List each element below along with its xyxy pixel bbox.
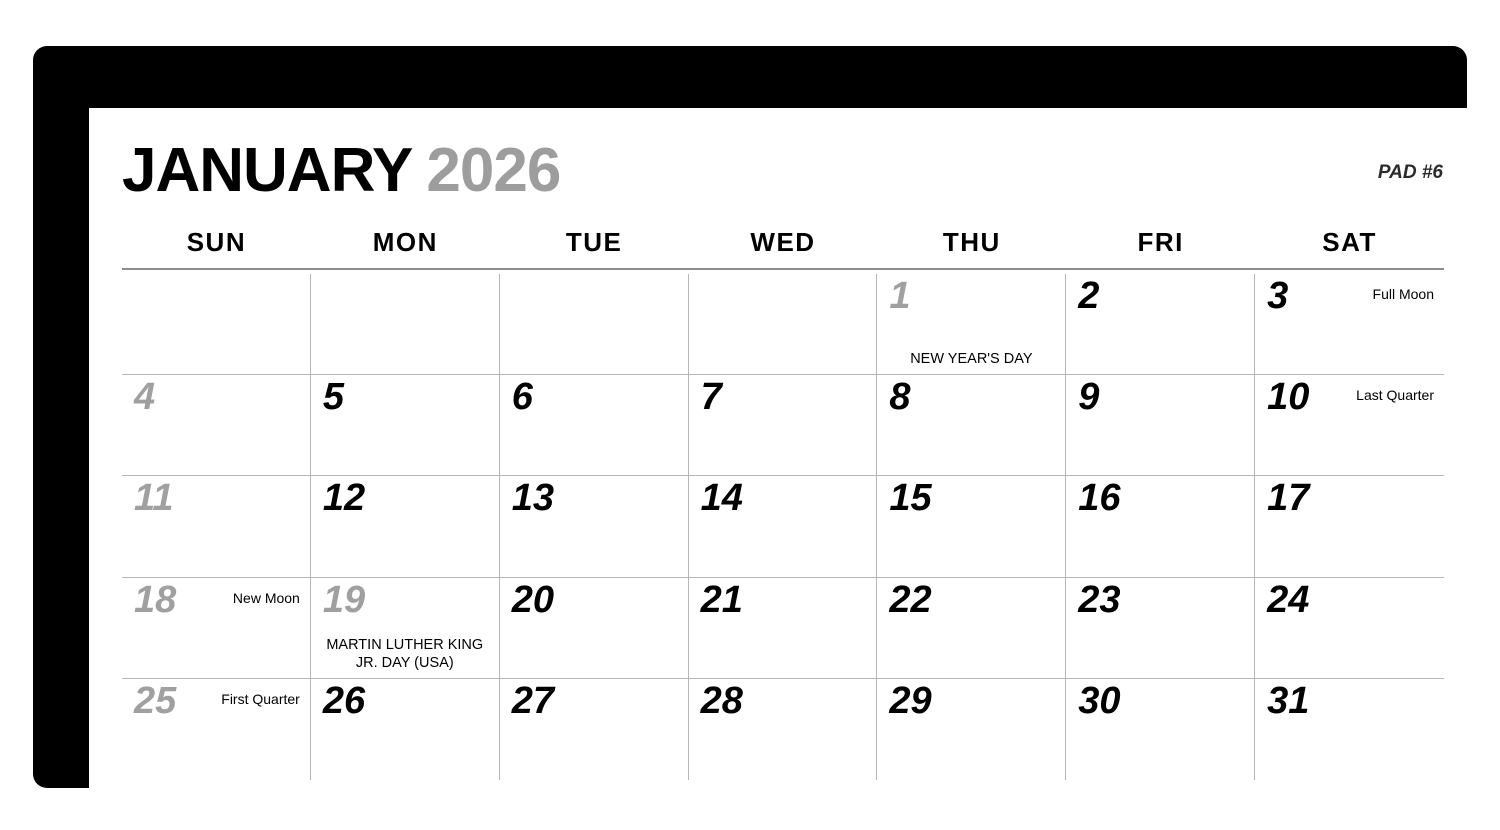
calendar-sheet <box>89 108 1477 796</box>
calendar-day-cell[interactable] <box>311 679 500 780</box>
calendar-day-cell[interactable] <box>311 476 500 577</box>
calendar-day-cell[interactable] <box>1255 578 1444 679</box>
holiday-label: NEW YEAR'S DAY <box>910 351 1033 368</box>
moon-phase-label: First Quarter <box>221 690 300 707</box>
pad-number-label: PAD #6 <box>1377 162 1443 183</box>
calendar-header <box>89 108 1477 205</box>
page-title <box>122 136 561 205</box>
day-number: 16 <box>1078 477 1121 520</box>
day-number: 1 <box>889 275 911 317</box>
calendar-day-cell[interactable] <box>122 274 311 375</box>
day-number: 23 <box>1078 578 1121 621</box>
day-number: 31 <box>1267 679 1310 722</box>
holiday-label: MARTIN LUTHER KING JR. DAY (USA) <box>326 636 484 671</box>
weekday-fri: FRI <box>1137 227 1184 257</box>
day-number: 5 <box>322 376 344 419</box>
calendar-day-cell[interactable] <box>689 375 878 476</box>
moon-phase-label: Last Quarter <box>1356 387 1434 404</box>
weekday-header-row <box>122 227 1444 270</box>
calendar-day-cell[interactable] <box>877 375 1066 476</box>
calendar-day-cell[interactable] <box>689 578 878 679</box>
day-number: 8 <box>889 376 911 419</box>
day-number: 24 <box>1267 578 1310 621</box>
calendar-day-cell[interactable] <box>311 274 500 375</box>
calendar-day-cell[interactable] <box>877 679 1066 780</box>
day-number: 20 <box>511 578 554 621</box>
calendar-day-cell[interactable] <box>1066 679 1255 780</box>
month-label: JANUARY <box>122 136 413 205</box>
day-number: 14 <box>700 477 743 520</box>
calendar-day-cell[interactable] <box>877 578 1066 679</box>
day-number: 11 <box>134 477 174 520</box>
day-number: 17 <box>1267 477 1310 520</box>
calendar-day-cell[interactable] <box>311 375 500 476</box>
calendar-day-cell[interactable] <box>1066 274 1255 375</box>
calendar-day-cell[interactable] <box>500 476 689 577</box>
day-number: 12 <box>322 477 366 520</box>
calendar-day-cell[interactable] <box>122 578 311 679</box>
weekday-wed: WED <box>750 227 816 257</box>
weekday-tue: TUE <box>565 227 623 257</box>
day-number: 21 <box>700 578 743 621</box>
weekday-sun: SUN <box>186 227 247 257</box>
day-number: 6 <box>511 376 533 419</box>
moon-phase-label: Full Moon <box>1372 286 1434 302</box>
calendar-frame <box>33 46 1467 788</box>
calendar-day-cell[interactable] <box>1066 578 1255 679</box>
weekday-sat: SAT <box>1322 227 1377 257</box>
calendar-day-cell[interactable] <box>311 578 500 679</box>
calendar-day-cell[interactable] <box>1066 476 1255 577</box>
day-number: 30 <box>1078 679 1121 722</box>
calendar-day-cell[interactable] <box>122 679 311 780</box>
day-number: 3 <box>1267 275 1289 317</box>
day-number: 10 <box>1267 376 1310 419</box>
calendar-day-cell[interactable] <box>500 375 689 476</box>
day-number: 19 <box>322 578 366 621</box>
calendar-day-cell[interactable] <box>1066 375 1255 476</box>
day-number: 18 <box>134 578 177 621</box>
calendar-day-cell[interactable] <box>500 679 689 780</box>
day-number: 29 <box>889 679 932 722</box>
calendar-day-cell[interactable] <box>877 476 1066 577</box>
day-number: 27 <box>511 679 554 722</box>
day-number: 22 <box>889 578 932 621</box>
calendar-day-cell[interactable] <box>1255 679 1444 780</box>
calendar-grid <box>122 274 1444 780</box>
day-number: 15 <box>889 477 932 520</box>
calendar-day-cell[interactable] <box>500 578 689 679</box>
moon-phase-label: New Moon <box>232 589 300 606</box>
calendar-day-cell[interactable] <box>1255 274 1444 375</box>
day-number: 28 <box>700 679 743 722</box>
day-number: 25 <box>134 679 177 722</box>
weekday-thu: THU <box>942 227 1001 257</box>
day-number: 4 <box>134 376 156 419</box>
day-number: 13 <box>511 477 554 520</box>
year-label: 2026 <box>426 136 561 205</box>
calendar-day-cell[interactable] <box>122 476 311 577</box>
calendar-day-cell[interactable] <box>500 274 689 375</box>
day-number: 2 <box>1078 275 1100 317</box>
day-number: 7 <box>700 376 722 419</box>
calendar-day-cell[interactable] <box>689 274 878 375</box>
day-number: 9 <box>1078 376 1100 419</box>
day-number: 26 <box>322 679 366 722</box>
calendar-day-cell[interactable] <box>689 476 878 577</box>
calendar-day-cell[interactable] <box>689 679 878 780</box>
calendar-day-cell[interactable] <box>877 274 1066 375</box>
calendar-day-cell[interactable] <box>1255 476 1444 577</box>
weekday-mon: MON <box>372 227 438 257</box>
calendar-day-cell[interactable] <box>122 375 311 476</box>
calendar-day-cell[interactable] <box>1255 375 1444 476</box>
